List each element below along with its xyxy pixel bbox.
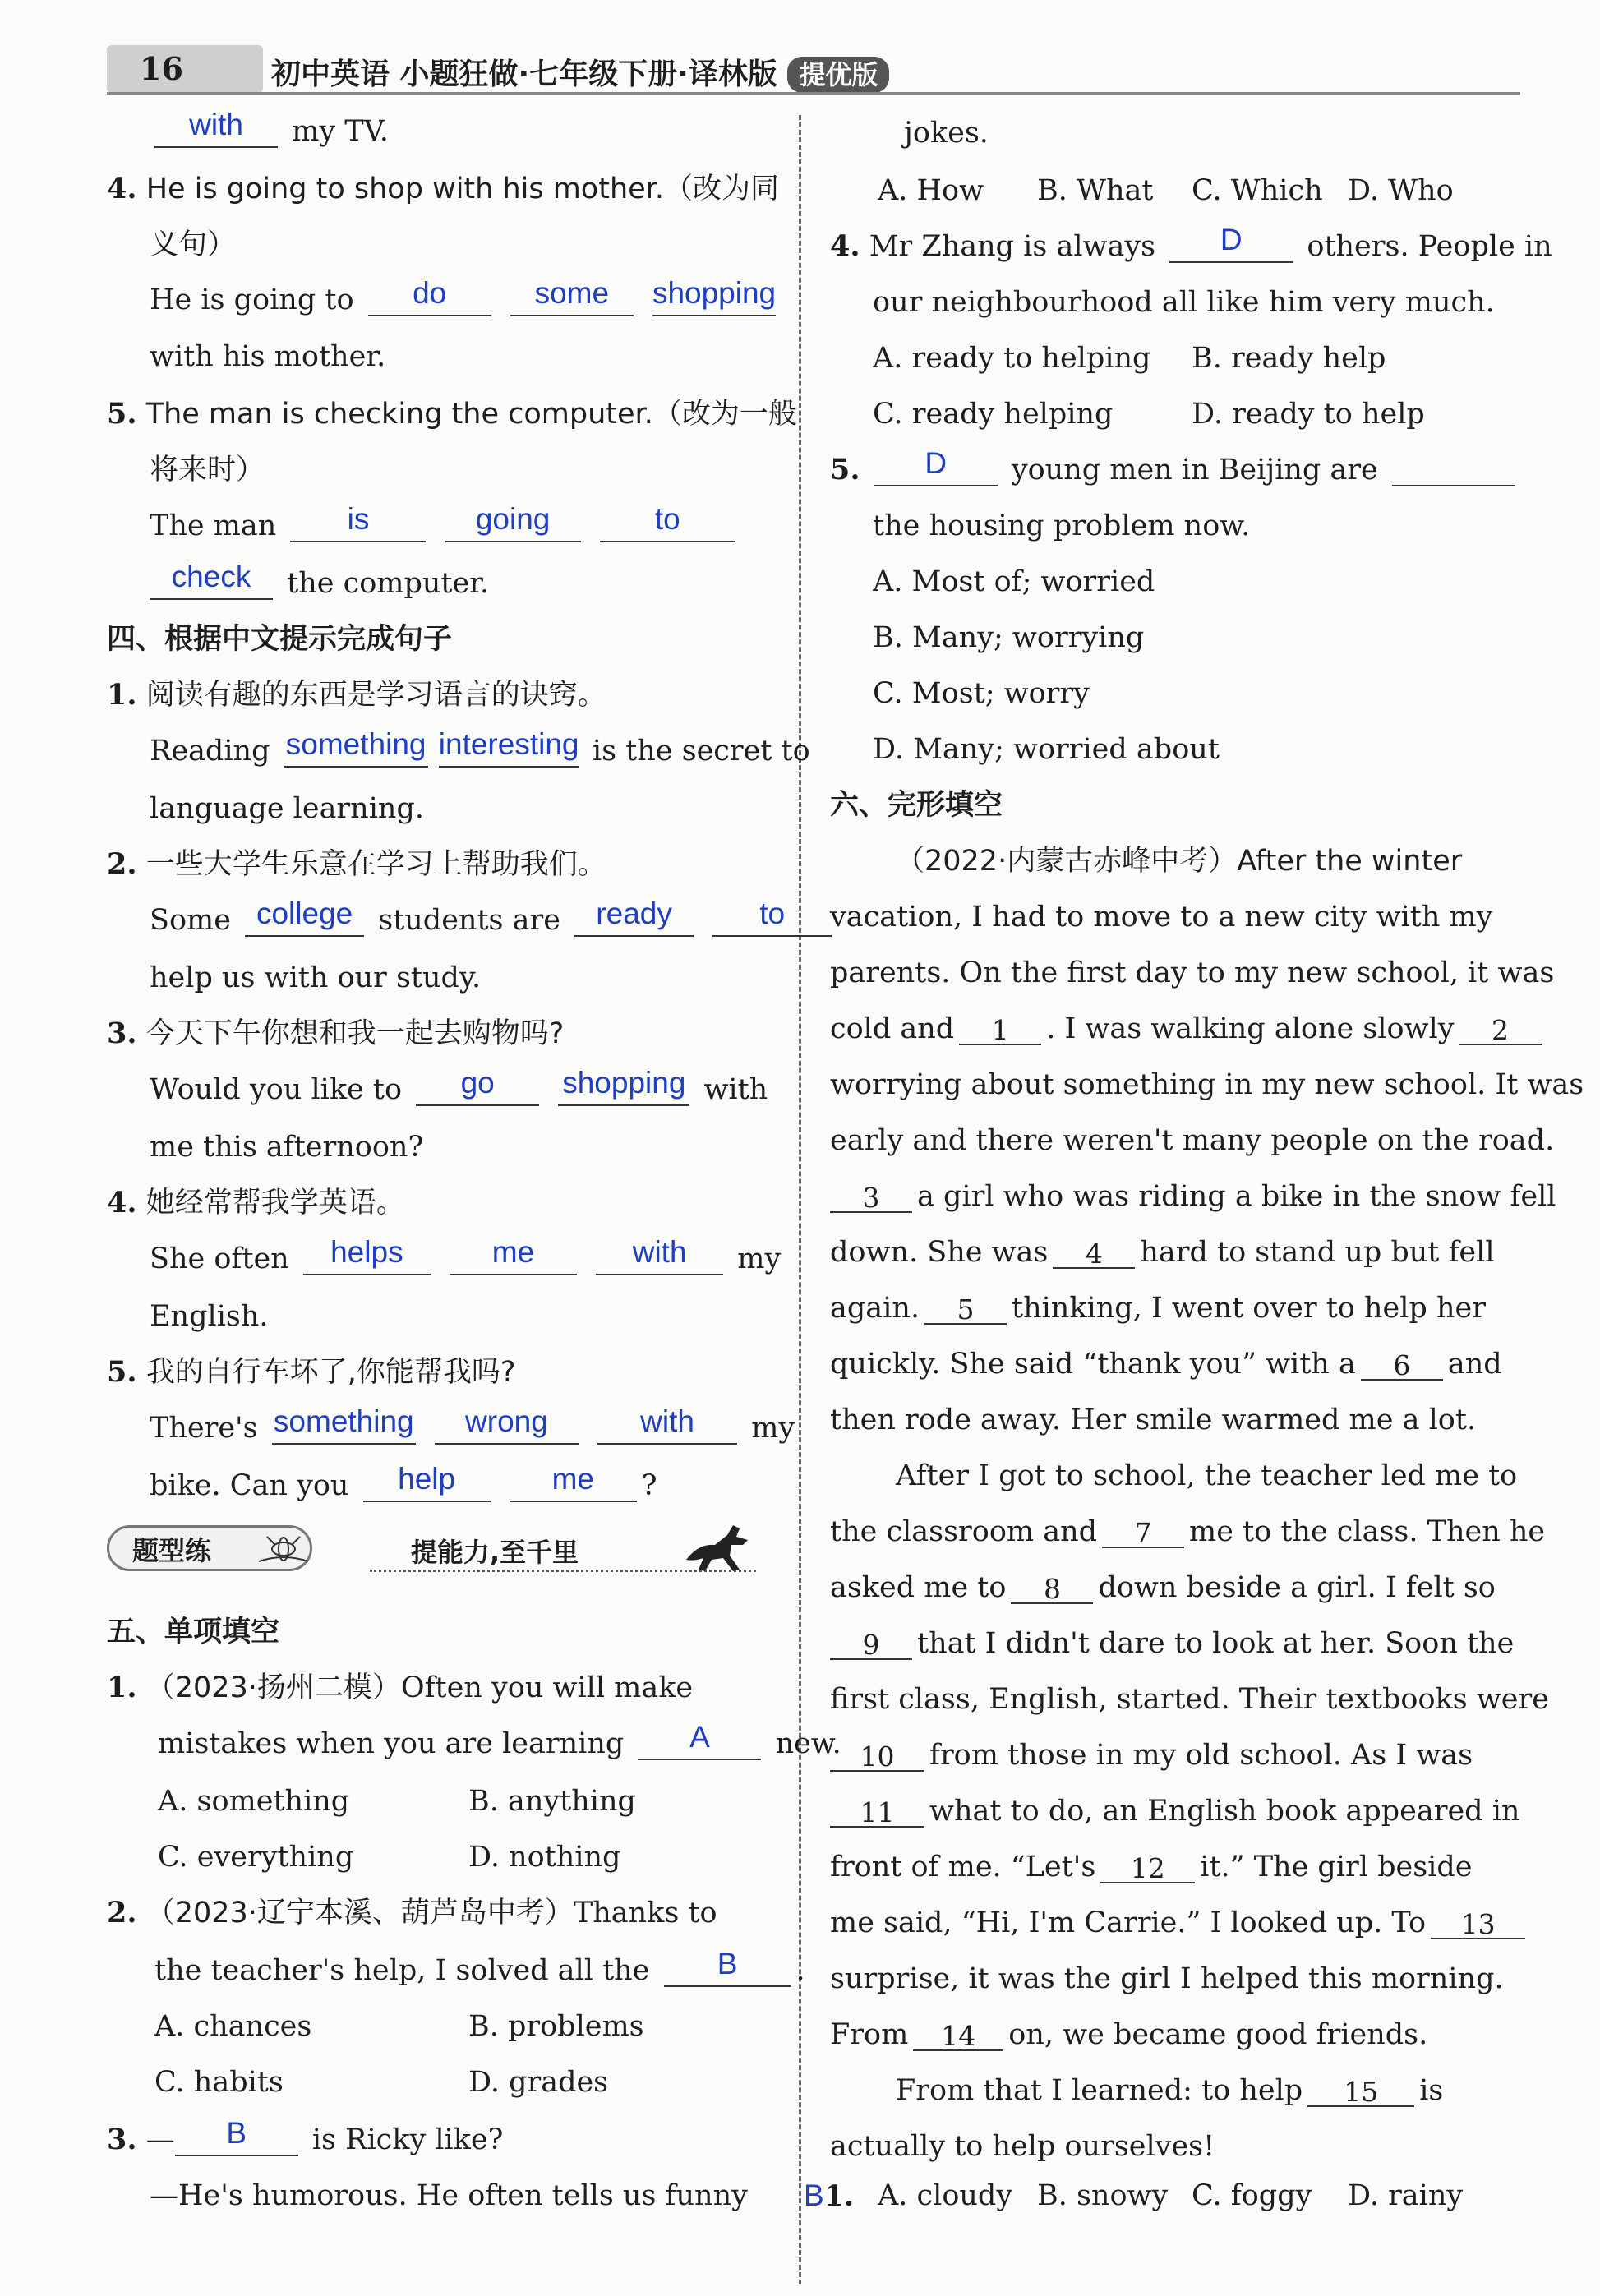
answer-blank: D bbox=[874, 455, 998, 486]
answer-blank: B bbox=[175, 2125, 298, 2156]
s2-answer-line: Some college students are ready to bbox=[150, 904, 837, 937]
cloze-line-13: the classroom and 7 me to the class. Then he bbox=[830, 1515, 1546, 1549]
s1-tail: language learning. bbox=[150, 792, 424, 825]
m1-option-c: C. everything bbox=[158, 1841, 354, 1874]
answer-blank bbox=[1392, 455, 1515, 486]
m3-stem-2: —He's humorous. He often tells us funny bbox=[150, 2179, 748, 2212]
answer-blank: college bbox=[245, 906, 364, 937]
s3-answer-line: Would you like to go shopping with bbox=[150, 1066, 768, 1106]
horse-icon bbox=[682, 1519, 756, 1576]
answer-blank: is bbox=[290, 511, 426, 542]
q5-tail-line: check the computer. bbox=[150, 567, 489, 600]
answer-blank: help bbox=[363, 1471, 491, 1502]
m1-option-b: B. anything bbox=[468, 1785, 636, 1818]
m1-stem-2: mistakes when you are learning A new. bbox=[158, 1720, 841, 1760]
s4-answer-line: She often helps me with my bbox=[150, 1235, 782, 1275]
m1-stem: 1. （2023·扬州二模）Often you will make bbox=[107, 1671, 694, 1704]
page-number: 16 bbox=[107, 45, 263, 93]
cloze-blank: 1 bbox=[959, 1014, 1041, 1045]
cloze-blank: 15 bbox=[1307, 2076, 1414, 2107]
m5-option-d: D. Many; worried about bbox=[873, 733, 1220, 766]
m2-option-a: A. chances bbox=[154, 2010, 312, 2043]
s1-answer-line: Reading something interesting is the secret to bbox=[150, 727, 810, 768]
cloze-line-6: early and there weren't many people on the road. bbox=[830, 1124, 1555, 1157]
cloze-blank: 6 bbox=[1361, 1349, 1443, 1381]
answer-blank: do bbox=[368, 285, 491, 316]
c1-option-a: A. cloudy bbox=[878, 2179, 1013, 2212]
cloze-line-17: 10 from those in my old school. As I was bbox=[830, 1739, 1473, 1772]
c1-option-b: B. snowy bbox=[1037, 2179, 1169, 2212]
banner-slogan: 提能力,至千里 bbox=[411, 1537, 579, 1568]
banner-label: 题型练 bbox=[107, 1525, 312, 1571]
cloze-line-20: me said, “Hi, I'm Carrie.” I looked up. To 13 bbox=[830, 1906, 1530, 1939]
cloze-blank: 10 bbox=[830, 1740, 924, 1772]
m4-stem: 4. Mr Zhang is always D others. People in bbox=[830, 223, 1552, 263]
cloze-line-9: again. 5 thinking, I went over to help her bbox=[830, 1292, 1486, 1326]
answer-blank: interesting bbox=[439, 736, 579, 768]
m5-option-c: C. Most; worry bbox=[873, 677, 1090, 710]
m4-stem-2: our neighbourhood all like him very much. bbox=[873, 286, 1495, 319]
cloze-line-10: quickly. She said “thank you” with a 6 and bbox=[830, 1348, 1502, 1381]
flower-icon bbox=[251, 1528, 316, 1570]
m4-option-c: C. ready helping bbox=[873, 398, 1114, 431]
s2-tail: help us with our study. bbox=[150, 961, 482, 994]
q5-answer-line: The man is going to bbox=[150, 509, 740, 542]
q4-answer-line: He is going to do some shopping bbox=[150, 276, 777, 316]
answer-blank: check bbox=[150, 569, 273, 600]
section-6-title: 六、完形填空 bbox=[830, 789, 1003, 822]
cloze-blank: 2 bbox=[1459, 1014, 1542, 1045]
q4-prompt: 4. He is going to shop with his mother.（改为同 bbox=[107, 172, 779, 205]
m5-option-a: A. Most of; worried bbox=[873, 565, 1155, 598]
m5-option-b: B. Many; worrying bbox=[873, 621, 1145, 654]
c1-answer: B bbox=[804, 2178, 824, 2212]
answer-blank: shopping bbox=[558, 1075, 689, 1106]
q5-prompt: 5. The man is checking the computer.（改为一般 bbox=[107, 397, 797, 431]
answer-blank: to bbox=[600, 511, 735, 542]
m2-option-d: D. grades bbox=[468, 2066, 609, 2099]
cloze-line-21: surprise, it was the girl I helped this morning. bbox=[830, 1962, 1504, 1995]
answer-blank: go bbox=[416, 1075, 539, 1106]
m4-option-a: A. ready to helping bbox=[873, 342, 1151, 375]
s1-chinese: 1. 阅读有趣的东西是学习语言的诀窍。 bbox=[107, 678, 606, 712]
cloze-blank: 7 bbox=[1102, 1517, 1184, 1548]
cloze-line-5: worrying about something in my new school. It was bbox=[830, 1068, 1584, 1101]
answer-blank: shopping bbox=[652, 285, 776, 316]
c1-option-c: C. foggy bbox=[1192, 2179, 1312, 2212]
cloze-blank: 11 bbox=[830, 1796, 924, 1828]
s4-tail: English. bbox=[150, 1300, 269, 1333]
m4-option-b: B. ready help bbox=[1192, 342, 1386, 375]
cloze-blank: 9 bbox=[830, 1629, 912, 1660]
cloze-line-19: front of me. “Let's 12 it.” The girl beside bbox=[830, 1851, 1473, 1884]
m3-option-b: B. What bbox=[1037, 174, 1154, 207]
cloze-line-14: asked me to 8 down beside a girl. I felt so bbox=[830, 1571, 1496, 1605]
cloze-line-22: From 14 on, we became good friends. bbox=[830, 2018, 1428, 2052]
s5-answer-line-2: bike. Can you help me ? bbox=[150, 1462, 657, 1502]
answer-blank: wrong bbox=[435, 1413, 579, 1445]
m1-option-a: A. something bbox=[158, 1785, 350, 1818]
c1-row: B1. bbox=[804, 2178, 855, 2213]
cloze-blank: 4 bbox=[1053, 1238, 1135, 1269]
s4-chinese: 4. 她经常帮我学英语。 bbox=[107, 1186, 405, 1219]
m2-stem-2: the teacher's help, I solved all the B . bbox=[154, 1947, 805, 1987]
c1-option-d: D. rainy bbox=[1348, 2179, 1464, 2212]
answer-blank: something bbox=[272, 1413, 416, 1445]
m5-stem-2: the housing problem now. bbox=[873, 509, 1251, 542]
cloze-line-11: then rode away. Her smile warmed me a lot. bbox=[830, 1404, 1477, 1436]
answer-blank: ready bbox=[574, 906, 694, 937]
answer-blank: some bbox=[510, 285, 634, 316]
s3-tail: me this afternoon? bbox=[150, 1131, 424, 1164]
s3-chinese: 3. 今天下午你想和我一起去购物吗? bbox=[107, 1017, 565, 1050]
answer-blank: something bbox=[284, 736, 428, 768]
m4-option-d: D. ready to help bbox=[1192, 398, 1425, 431]
answer-blank: D bbox=[1169, 232, 1293, 263]
answer-blank: to bbox=[712, 906, 832, 937]
m5-stem: 5. D young men in Beijing are bbox=[830, 454, 1520, 486]
practice-banner bbox=[107, 1519, 748, 1576]
q5-prompt-2: 将来时） bbox=[150, 454, 265, 486]
cloze-blank: 12 bbox=[1100, 1852, 1195, 1883]
answer-blank: helps bbox=[303, 1244, 431, 1275]
answer-blank: with bbox=[154, 117, 278, 148]
cloze-blank: 3 bbox=[830, 1182, 912, 1213]
answer-blank: B bbox=[664, 1956, 791, 1987]
answer-blank: A bbox=[638, 1729, 761, 1760]
q4-tail: with his mother. bbox=[150, 340, 386, 373]
m3-continued: jokes. bbox=[904, 117, 989, 150]
cloze-blank: 8 bbox=[1011, 1573, 1093, 1604]
m2-option-c: C. habits bbox=[154, 2066, 284, 2099]
m3-option-c: C. Which bbox=[1192, 174, 1323, 207]
cloze-blank: 5 bbox=[924, 1293, 1007, 1325]
cloze-line-12: After I got to school, the teacher led me to bbox=[896, 1459, 1518, 1492]
edition-badge: 提优版 bbox=[787, 57, 889, 93]
answer-blank: with bbox=[596, 1244, 723, 1275]
answer-blank: going bbox=[445, 511, 581, 542]
cloze-line-8: down. She was 4 hard to stand up but fell bbox=[830, 1236, 1495, 1270]
answer-blank: with bbox=[597, 1413, 737, 1445]
cloze-line-24: actually to help ourselves! bbox=[830, 2130, 1215, 2163]
header-rule bbox=[107, 92, 1520, 95]
m3-option-a: A. How bbox=[878, 174, 984, 207]
line-l0: with my TV. bbox=[150, 115, 389, 148]
q4-prompt-2: 义句） bbox=[150, 228, 237, 261]
s2-chinese: 2. 一些大学生乐意在学习上帮助我们。 bbox=[107, 847, 606, 881]
book-title-text: 初中英语 小题狂做·七年级下册·译林版 bbox=[271, 58, 777, 91]
m3-stem: 3. — B is Ricky like? bbox=[107, 2116, 504, 2156]
cloze-blank: 14 bbox=[913, 2020, 1003, 2051]
cloze-line-23: From that I learned: to help 15 is bbox=[896, 2074, 1444, 2108]
section-5-title: 五、单项填空 bbox=[107, 1616, 280, 1648]
book-title bbox=[271, 51, 889, 93]
cloze-line-4: cold and 1 . I was walking alone slowly 2 bbox=[830, 1012, 1547, 1045]
m2-option-b: B. problems bbox=[468, 2010, 644, 2043]
section-4-title: 四、根据中文提示完成句子 bbox=[107, 623, 453, 656]
m1-option-d: D. nothing bbox=[468, 1841, 621, 1874]
s5-answer-line: There's something wrong with my bbox=[150, 1404, 795, 1445]
s5-chinese: 5. 我的自行车坏了,你能帮我吗? bbox=[107, 1355, 516, 1389]
answer-blank: me bbox=[450, 1244, 577, 1275]
cloze-line-3: parents. On the first day to my new school, it was bbox=[830, 957, 1555, 989]
cloze-line-16: first class, English, started. Their textbooks were bbox=[830, 1683, 1549, 1716]
cloze-blank: 13 bbox=[1431, 1908, 1525, 1939]
cloze-line-1: （2022·内蒙古赤峰中考）After the winter bbox=[896, 845, 1463, 878]
answer-blank: me bbox=[510, 1471, 637, 1502]
m2-stem: 2. （2023·辽宁本溪、葫芦岛中考）Thanks to bbox=[107, 1896, 717, 1929]
m3-option-d: D. Who bbox=[1348, 174, 1454, 207]
cloze-line-2: vacation, I had to move to a new city with my bbox=[830, 901, 1493, 934]
cloze-line-15: 9 that I didn't dare to look at her. Soon the bbox=[830, 1627, 1514, 1660]
cloze-line-7: 3 a girl who was riding a bike in the snow fell bbox=[830, 1180, 1556, 1213]
cloze-line-18: 11 what to do, an English book appeared in bbox=[830, 1795, 1519, 1828]
